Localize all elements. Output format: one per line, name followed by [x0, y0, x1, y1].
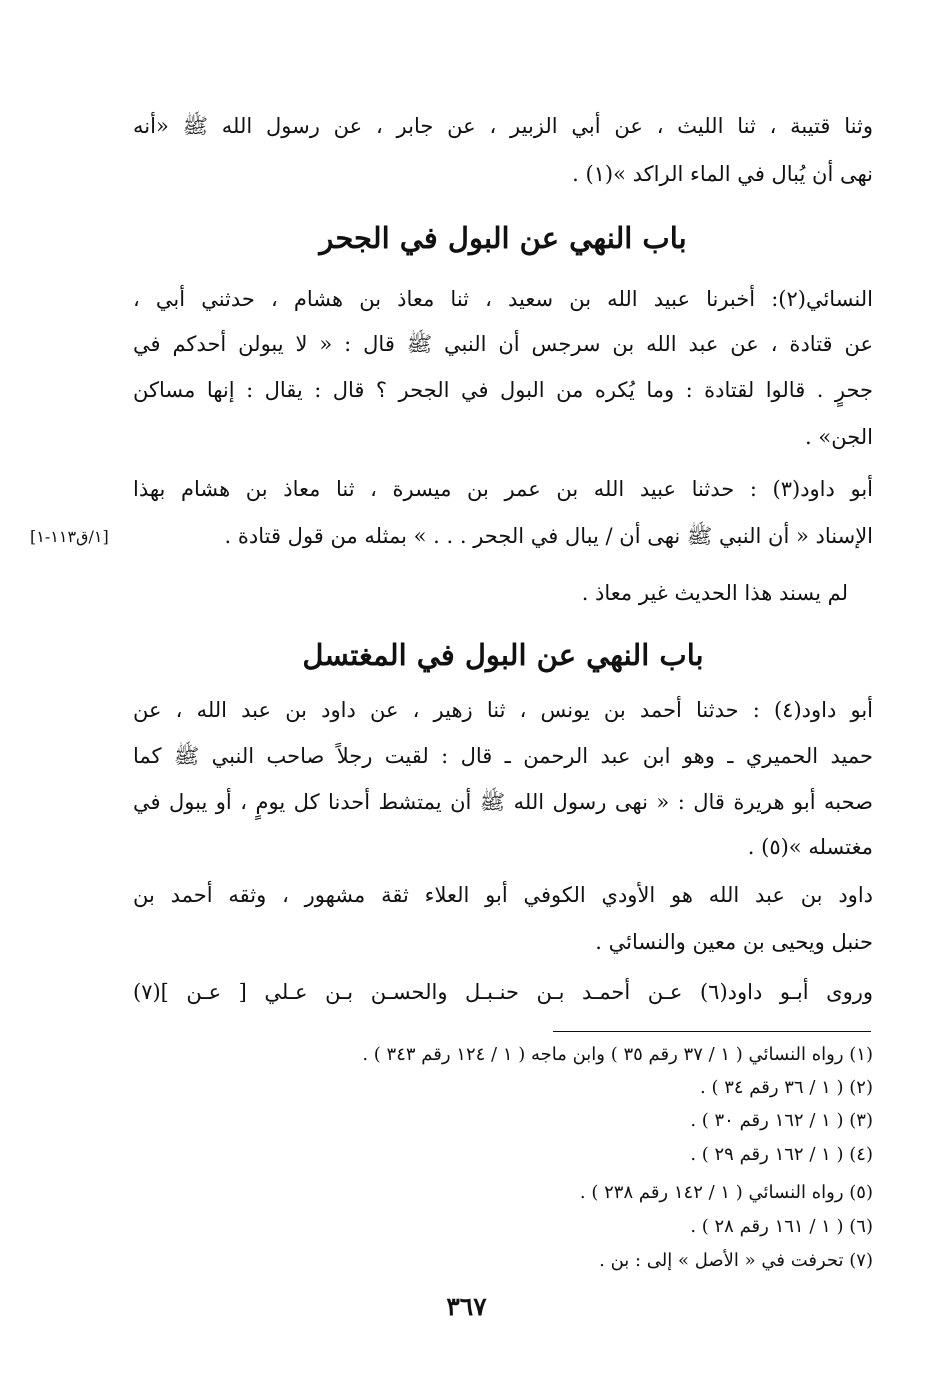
footnote: (١) رواه النسائي ( ١ / ٣٧ رقم ٣٥ ) وابن ماجه ( ١ / ١٢٤ رقم ٣٤٣ ) . [362, 1044, 873, 1065]
section-heading: باب النهي عن البول في المغتسل [302, 638, 704, 672]
text-line: عن قتادة ، عن عبد الله بن سرجس أن النبي ﷺ قال : « لا يبولن أحدكم في [133, 332, 873, 356]
text-line: جحرٍ . قالوا لقتادة : وما يُكره من البول في الجحر ؟ قال : يقال : إنها مساكن [133, 378, 873, 402]
text-line: نهى أن يُبال في الماء الراكد »(١) . [572, 162, 873, 186]
footnote-divider [553, 1031, 871, 1032]
page-number: ٣٦٧ [446, 1292, 487, 1321]
footnote: (٢) ( ١ / ٣٦ رقم ٣٤ ) . [700, 1077, 873, 1098]
text-line: وثنا قتيبة ، ثنا الليث ، عن أبي الزبير ، عن جابر ، عن رسول الله ﷺ «أنه [133, 114, 873, 138]
text-line: داود بن عبد الله هو الأودي الكوفي أبو العلاء ثقة مشهور ، وثقه أحمد بن [133, 883, 873, 907]
text-line: وروى أبـو داود(٦) عـن أحمـد بـن حنـبـل والحسـن بـن عـلي [ عـن ](٧) [133, 980, 873, 1004]
text-line: أبو داود(٤) : حدثنا أحمد بن يونس ، ثنا زهير ، عن داود بن عبد الله ، عن [133, 698, 873, 722]
text-line: أبو داود(٣) : حدثنا عبيد الله بن عمر بن ميسرة ، ثنا معاذ بن هشام بهذا [133, 477, 874, 501]
footnote: (٤) ( ١ / ١٦٢ رقم ٢٩ ) . [690, 1144, 873, 1165]
section-heading: باب النهي عن البول في الجحر [319, 221, 687, 255]
text-line: مغتسله »(٥) . [747, 835, 873, 859]
text-line: صحبه أبو هريرة قال : « نهى رسول الله ﷺ أن يمتشط أحدنا كل يومٍ ، أو يبول في [133, 790, 873, 814]
text-line: النسائي(٢): أخبرنا عبيد الله بن سعيد ، ثنا معاذ بن هشام ، حدثني أبي ، [133, 287, 873, 311]
footnote: (٦) ( ١ / ١٦١ رقم ٢٨ ) . [690, 1216, 873, 1237]
text-line: حميد الحميري ـ وهو ابن عبد الرحمن ـ قال : لقيت رجلاً صاحب النبي ﷺ كما [133, 744, 873, 768]
text-line: الإسناد « أن النبي ﷺ نهى أن / يبال في الجحر . . . » بمثله من قول قتادة . [224, 524, 873, 548]
footnote: (٥) رواه النسائي ( ١ / ١٤٢ رقم ٢٣٨ ) . [579, 1182, 873, 1203]
margin-reference: [١/ق١١٣-١] [30, 527, 109, 546]
footnote: (٧) تحرفت في « الأصل » إلى : بن . [599, 1250, 873, 1271]
footnote: (٣) ( ١ / ١٦٢ رقم ٣٠ ) . [690, 1110, 873, 1131]
text-line: الجن» . [805, 425, 873, 449]
text-line: لم يسند هذا الحديث غير معاذ . [581, 581, 848, 605]
text-line: حنبل ويحيى بن معين والنسائي . [595, 930, 873, 954]
